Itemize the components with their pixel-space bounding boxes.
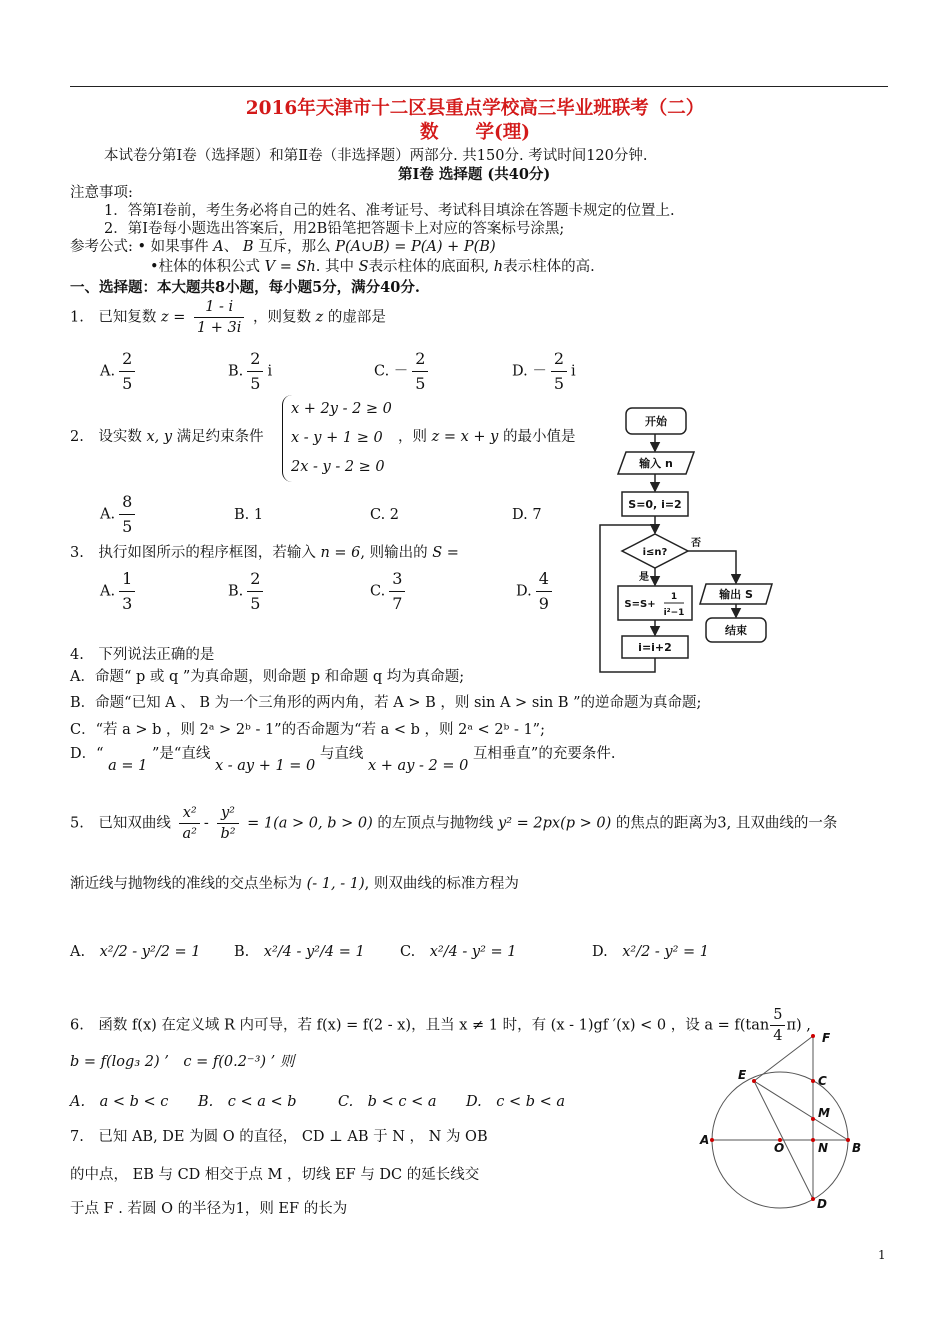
q5-point: (- 1, - 1) xyxy=(306,876,365,892)
q4-d-condition: a = 1 xyxy=(108,758,148,774)
formula1-text-c: 、 xyxy=(223,239,239,255)
q5-a-eq: x²/2 - y²/2 = 1 xyxy=(99,944,201,960)
q5-line2b: , 则双曲线的标准方程为 xyxy=(364,876,519,892)
q1-var: z xyxy=(315,309,324,326)
q3-input: n = 6 xyxy=(320,545,361,561)
q4-d-line2: x + ay - 2 = 0 xyxy=(368,758,469,774)
frac-num: 3 xyxy=(389,567,405,592)
flow-yes-label: 是 xyxy=(639,572,649,583)
option-letter: A. xyxy=(100,583,116,600)
formula1-probability: P(A∪B) = P(A) + P(B) xyxy=(335,239,496,255)
q2-then: ，则 xyxy=(398,429,427,445)
q3-option-c[interactable] xyxy=(370,567,409,616)
q1-den: 1 + 3i xyxy=(196,320,242,336)
q3-option-d[interactable] xyxy=(516,567,556,616)
option-letter: A. xyxy=(100,506,116,523)
point-e-label: E xyxy=(738,1068,747,1082)
q7-line1: 7. 已知 AB, DE 为圆 O 的直径， CD ⊥ AB 于 N ， N 为 OB xyxy=(70,1129,488,1145)
q5-parabola: y² = 2px(p > 0) xyxy=(498,815,612,832)
option-letter: B. xyxy=(228,583,244,600)
q1-suffix: ，则复数 xyxy=(253,309,312,326)
q3-suffix: , 则输出的 xyxy=(360,545,428,561)
option-letter: A. xyxy=(100,363,116,380)
q4-option-b[interactable]: B．命题“已知 A 、 B 为一个三角形的两内角，若 A > B ，则 sin A > sin B ”的逆命题为真命题; xyxy=(70,695,702,711)
flowchart xyxy=(596,400,786,680)
q2-constraint-system xyxy=(282,395,392,482)
q2-constraint-1: x + 2y - 2 ≥ 0 xyxy=(291,401,392,417)
q1-suffix2: 的虚部是 xyxy=(327,309,386,326)
formula2-text-e: 表示柱体的底面积, xyxy=(368,259,490,275)
q1-option-b[interactable] xyxy=(228,347,272,396)
q5-mid: 的左顶点与抛物线 xyxy=(377,815,494,832)
q3-option-a[interactable] xyxy=(100,567,139,616)
frac-den: 4 xyxy=(773,1028,783,1044)
formula2-text-g: 表示柱体的高. xyxy=(503,259,595,275)
point-a-label: A xyxy=(700,1133,710,1147)
frac-den: 5 xyxy=(122,374,133,393)
q2-constraint-3: 2x - y - 2 ≥ 0 xyxy=(291,459,385,475)
q2-prefix: 2. 设实数 xyxy=(70,429,142,445)
frac-num: x² xyxy=(179,803,199,824)
flow-update-den: i²−1 xyxy=(663,608,685,618)
option-letter: B. xyxy=(228,363,244,380)
geometry-figure xyxy=(700,1030,880,1210)
notes-item-2: 2．第Ⅰ卷每小题选出答案后，用2B铅笔把答题卡上对应的答案标号涂黑; xyxy=(104,221,565,237)
q2-suffix: 的最小值是 xyxy=(502,429,576,445)
q5-b-eq: x²/4 - y²/4 = 1 xyxy=(263,944,365,960)
part1-heading: 一、选择题：本大题共8小题，每小题5分，满分40分. xyxy=(70,279,420,296)
formula2-text-c: . 其中 xyxy=(315,259,355,275)
q1-a-frac xyxy=(119,347,135,396)
frac-num: 2 xyxy=(119,347,135,372)
q2-vars: x, y xyxy=(146,429,173,445)
flow-input-label: 输入 n xyxy=(639,457,673,470)
flow-increment-label: i=i+2 xyxy=(638,641,672,654)
frac-den: 9 xyxy=(538,594,549,613)
formula2-s: S xyxy=(358,259,369,275)
formula1-event-b: B xyxy=(242,239,254,255)
q1-c-frac xyxy=(412,347,428,396)
flow-start-label: 开始 xyxy=(645,415,667,428)
q4-d-text-g: 互相垂直”的充要条件. xyxy=(472,746,616,762)
point-d-label: D xyxy=(817,1197,827,1211)
q5-eq: = 1(a > 0, b > 0) xyxy=(247,815,373,832)
frac-den: 5 xyxy=(250,594,261,613)
point-m-label: M xyxy=(818,1106,830,1120)
q1-option-d[interactable] xyxy=(512,347,576,396)
option-letter: A. xyxy=(70,944,86,960)
q5-d-eq: x²/2 - y² = 1 xyxy=(622,944,710,960)
formula1-text-a: • 如果事件 xyxy=(137,239,209,255)
frac-num: 5 xyxy=(770,1005,785,1026)
q1-num: 1 - i xyxy=(194,297,244,318)
q5-option-c[interactable] xyxy=(400,940,517,961)
q1-d-frac xyxy=(551,347,567,396)
q4-d-text-e: 与直线 xyxy=(319,746,364,762)
q2-mid: 满足约束条件 xyxy=(176,429,264,445)
point-n-label: N xyxy=(818,1141,829,1155)
frac-num: 8 xyxy=(119,490,135,515)
option-letter: D. xyxy=(516,583,532,600)
option-letter: D. － xyxy=(512,363,547,380)
formula2-text-a: •柱体的体积公式 xyxy=(150,259,261,275)
q5-option-d[interactable] xyxy=(592,940,709,961)
q3-stem xyxy=(70,541,459,562)
flow-no-label: 否 xyxy=(691,538,701,549)
frac-den: 5 xyxy=(122,517,133,536)
frac-num: 4 xyxy=(536,567,552,592)
q5-frac-y xyxy=(217,803,238,844)
option-letter: C. xyxy=(370,583,386,600)
frac-num: 1 xyxy=(119,567,135,592)
formula2-h: h xyxy=(493,259,504,275)
flow-init-label: S=0, i=2 xyxy=(628,498,682,511)
q5-option-b[interactable] xyxy=(234,940,365,961)
chord-eb xyxy=(754,1081,848,1140)
point-f-label: F xyxy=(822,1031,831,1045)
point-b-label: B xyxy=(852,1141,862,1155)
q3-c-frac xyxy=(389,567,405,616)
q2-option-c[interactable]: C. 2 xyxy=(370,507,400,523)
q1-option-a[interactable] xyxy=(100,347,139,396)
section-title: 第Ⅰ卷 选择题 (共40分) xyxy=(398,166,551,183)
exam-subject: 数 学(理) xyxy=(419,122,530,143)
option-letter: C. － xyxy=(374,363,409,380)
formula-line-2 xyxy=(150,255,595,276)
q3-d-frac xyxy=(536,567,552,616)
page-number: 1 xyxy=(878,1248,886,1262)
q3-b-frac xyxy=(247,567,263,616)
imag-unit: i xyxy=(571,363,576,380)
option-letter: C. xyxy=(400,944,416,960)
frac-den: 7 xyxy=(392,594,403,613)
top-rule xyxy=(70,86,888,87)
notes-heading: 注意事项: xyxy=(70,185,133,201)
q4-d-text-a: D．“ xyxy=(70,746,104,762)
q1-b-frac xyxy=(247,347,263,396)
q2-option-b[interactable]: B. 1 xyxy=(234,507,264,523)
tangent-ef xyxy=(754,1036,813,1081)
flow-output-label: 输出 S xyxy=(719,588,753,601)
q5-c-eq: x²/4 - y² = 1 xyxy=(429,944,517,960)
q5-prefix: 5. 已知双曲线 xyxy=(70,815,171,832)
q4-option-a[interactable]: A．命题“ p 或 q ”为真命题，则命题 p 和命题 q 均为真命题; xyxy=(70,669,465,685)
q5-stem-line2 xyxy=(70,872,519,893)
frac-den: 3 xyxy=(122,594,133,613)
flow-end-label: 结束 xyxy=(725,624,747,637)
q1-fraction xyxy=(194,297,244,338)
q4-option-d[interactable] xyxy=(70,742,616,774)
frac-num: 2 xyxy=(551,347,567,372)
q5-option-a[interactable] xyxy=(70,940,201,961)
formula-label: 参考公式: xyxy=(70,239,133,255)
point-o-label: O xyxy=(774,1141,785,1155)
flow-update-label: S=S+ xyxy=(624,599,656,610)
frac-num: 2 xyxy=(247,567,263,592)
q2-option-a[interactable] xyxy=(100,490,139,539)
q1-prefix: 1. 已知复数 xyxy=(70,309,157,326)
q1-option-c[interactable] xyxy=(374,347,432,396)
q4-d-text-c: ”是“直线 xyxy=(152,746,211,762)
q1-lhs: z = xyxy=(160,309,186,326)
option-letter: D. xyxy=(592,944,608,960)
frac-num: 2 xyxy=(412,347,428,372)
q4-stem: 4. 下列说法正确的是 xyxy=(70,647,215,663)
flow-condition-label: i≤n? xyxy=(642,547,668,558)
q7-line3: 于点 F . 若圆 O 的半径为1，则 EF 的长为 xyxy=(70,1201,348,1217)
q2-stem-right xyxy=(398,425,575,446)
q3-prefix: 3. 执行如图所示的程序框图，若输入 xyxy=(70,545,316,561)
q2-constraint-2: x - y + 1 ≥ 0 xyxy=(291,430,383,446)
q4-option-c[interactable]: C．“若 a > b ，则 2ᵃ > 2ᵇ - 1”的否命题为“若 a < b ，则 2ᵃ < 2ᵇ - 1”; xyxy=(70,722,545,738)
q1-stem xyxy=(70,297,386,338)
flow-update-num: 1 xyxy=(670,592,678,602)
q6-line1: 6. 函数 f(x) 在定义域 R 内可导，若 f(x) = f(2 - x)，且当 x ≠ 1 时，有 (x - 1)gf ′(x) < 0 ，设 a = f(tan xyxy=(70,1017,770,1034)
exam-title: 2016年天津市十二区县重点学校高三毕业班联考（二） xyxy=(245,98,705,119)
q2-stem-left xyxy=(70,425,264,446)
q4-d-line1: x - ay + 1 = 0 xyxy=(214,758,316,774)
exam-intro: 本试卷分第Ⅰ卷（选择题）和第Ⅱ卷（非选择题）两部分. 共150分. 考试时间120分钟. xyxy=(104,148,648,164)
option-letter: B. xyxy=(234,944,250,960)
q3-a-frac xyxy=(119,567,135,616)
q7-line2: 的中点， EB 与 CD 相交于点 M ，切线 EF 与 DC 的延长线交 xyxy=(70,1167,480,1183)
q5-suffix: 的焦点的距离为3, 且双曲线的一条 xyxy=(615,815,838,832)
q6-stem-line2: b = f(log₃ 2) ’ c = f(0.2⁻³) ’ 则 xyxy=(70,1054,295,1070)
formula1-event-a: A xyxy=(213,239,224,255)
q5-line2a: 渐近线与抛物线的准线的交点坐标为 xyxy=(70,876,302,892)
q6-line1-end: π) , xyxy=(786,1017,811,1034)
frac-den: b² xyxy=(220,826,236,842)
q3-output: S = xyxy=(432,545,459,561)
formula2-volume: V = Sh xyxy=(264,259,316,275)
frac-num: y² xyxy=(217,803,238,824)
q5-frac-x xyxy=(179,803,199,844)
frac-num: 2 xyxy=(247,347,263,372)
point-c-label: C xyxy=(818,1074,827,1088)
q6-option-c[interactable]: C. b < c < a xyxy=(338,1094,437,1110)
frac-den: 5 xyxy=(553,374,565,393)
notes-item-1: 1．答第Ⅰ卷前，考生务必将自己的姓名、准考证号、考试科目填涂在答题卡规定的位置上. xyxy=(104,203,675,219)
frac-den: 5 xyxy=(250,374,261,393)
q2-option-d[interactable]: D. 7 xyxy=(512,507,542,523)
formula1-text-e: 互斥，那么 xyxy=(258,239,331,255)
q3-option-b[interactable] xyxy=(228,567,267,616)
frac-den: a² xyxy=(182,826,197,842)
q5-stem-line1: 5. 已知双曲线 $\frac{\text{x²}}{\text{a²}}$ - $\frac{\text{y²}}{\text{b²}}$ = 1(a > 0, b > 0) 的左顶点与抛物线 y² = 2px(p > 0) 的焦点的距离为3, 且双曲线的一条 xyxy=(70,805,838,842)
q6-option-a[interactable]: A. a < b < c xyxy=(70,1094,169,1110)
q2-target: z = x + y xyxy=(431,429,499,445)
frac-den: 5 xyxy=(415,374,426,393)
q2-a-frac xyxy=(119,490,135,539)
formula-line-1 xyxy=(70,235,496,256)
q6-option-d[interactable]: D. c < b < a xyxy=(466,1094,566,1110)
q6-option-b[interactable]: B. c < a < b xyxy=(198,1094,297,1110)
imag-unit: i xyxy=(267,363,273,380)
